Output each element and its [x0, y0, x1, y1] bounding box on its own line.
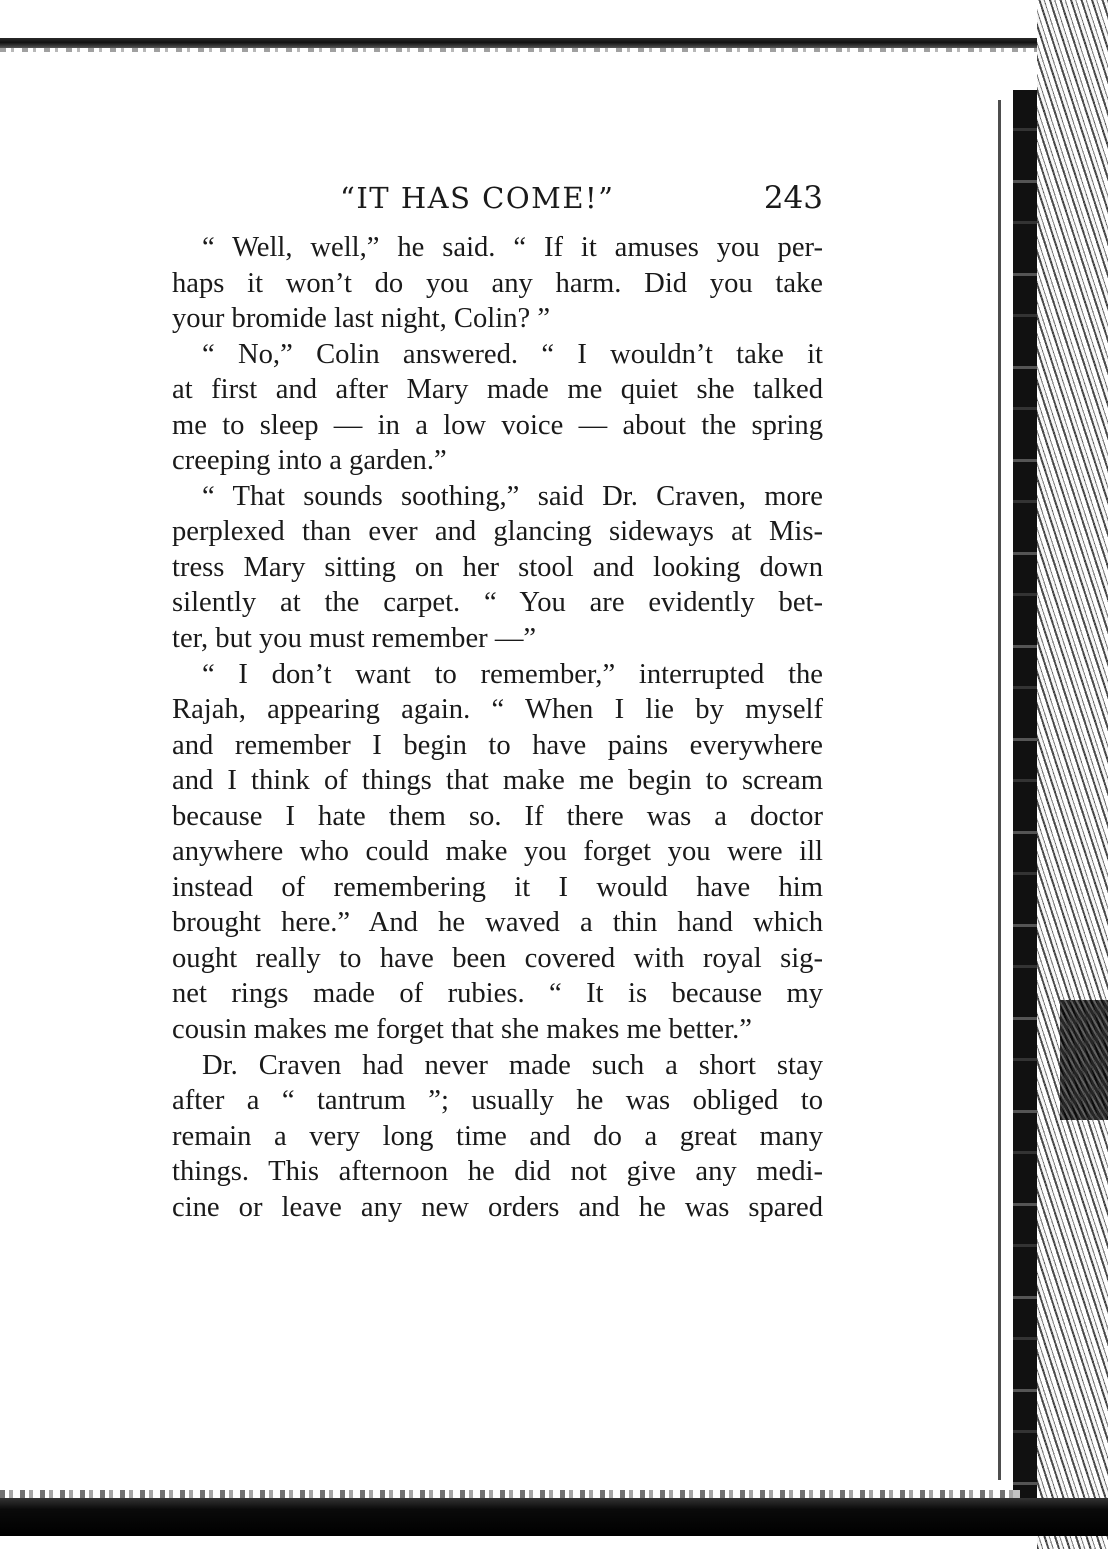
text-line: things. This afternoon he did not give any medi-: [172, 1156, 823, 1188]
text-line: cine or leave any new orders and he was spared: [172, 1191, 823, 1223]
text-line: “ No,” Colin answered. “ I wouldn’t take it: [202, 338, 823, 370]
page-edge-line: [998, 100, 1001, 1480]
text-line: Rajah, appearing again. “ When I lie by myself: [172, 694, 823, 726]
running-head: [173, 176, 823, 220]
text-line: at first and after Mary made me quiet she talked: [172, 374, 823, 406]
text-line: cousin makes me forget that she makes me better.”: [172, 1014, 752, 1046]
text-line: perplexed than ever and glancing sideways at Mis-: [172, 516, 823, 548]
text-line: haps it won’t do you any harm. Did you take: [172, 267, 823, 299]
page-edge-dark-patch: [1060, 1000, 1108, 1120]
scan-top-border: [0, 38, 1070, 48]
text-line: after a “ tantrum ”; usually he was obliged to: [172, 1085, 823, 1117]
text-line: Dr. Craven had never made such a short stay: [202, 1049, 823, 1081]
text-line: and I think of things that make me begin to scream: [172, 765, 823, 797]
scan-bottom-fringe: [0, 1490, 1020, 1498]
text-line: tress Mary sitting on her stool and looking down: [172, 551, 823, 583]
text-line: silently at the carpet. “ You are evidently bet-: [172, 587, 823, 619]
text-line: ought really to have been covered with royal sig-: [172, 942, 823, 974]
text-line: anywhere who could make you forget you were ill: [172, 836, 823, 868]
text-line: “ That sounds soothing,” said Dr. Craven, more: [202, 480, 823, 512]
text-line: because I hate them so. If there was a doctor: [172, 800, 823, 832]
text-line: brought here.” And he waved a thin hand which: [172, 907, 823, 939]
text-line: your bromide last night, Colin? ”: [172, 303, 551, 335]
running-title: “IT HAS COME!”: [340, 181, 615, 215]
page-edge-texture: [1037, 0, 1108, 1549]
page-edge-shadow: [1013, 90, 1037, 1500]
text-line: “ Well, well,” he said. “ If it amuses you per-: [202, 232, 823, 263]
text-line: net rings made of rubies. “ It is because my: [172, 978, 823, 1010]
scan-top-fringe: [0, 48, 1060, 52]
text-line: ter, but you must remember —”: [172, 623, 537, 655]
text-line: instead of remembering it I would have him: [172, 871, 823, 903]
page-number: 243: [763, 180, 823, 216]
text-line: remain a very long time and do a great many: [172, 1120, 823, 1152]
text-line: and remember I begin to have pains everywhere: [172, 729, 823, 761]
body-text: [172, 230, 823, 1225]
text-line: creeping into a garden.”: [172, 445, 447, 477]
scan-bottom-border: [0, 1498, 1108, 1536]
text-line: “ I don’t want to remember,” interrupted the: [202, 658, 823, 690]
text-line: me to sleep — in a low voice — about the spring: [172, 409, 823, 441]
